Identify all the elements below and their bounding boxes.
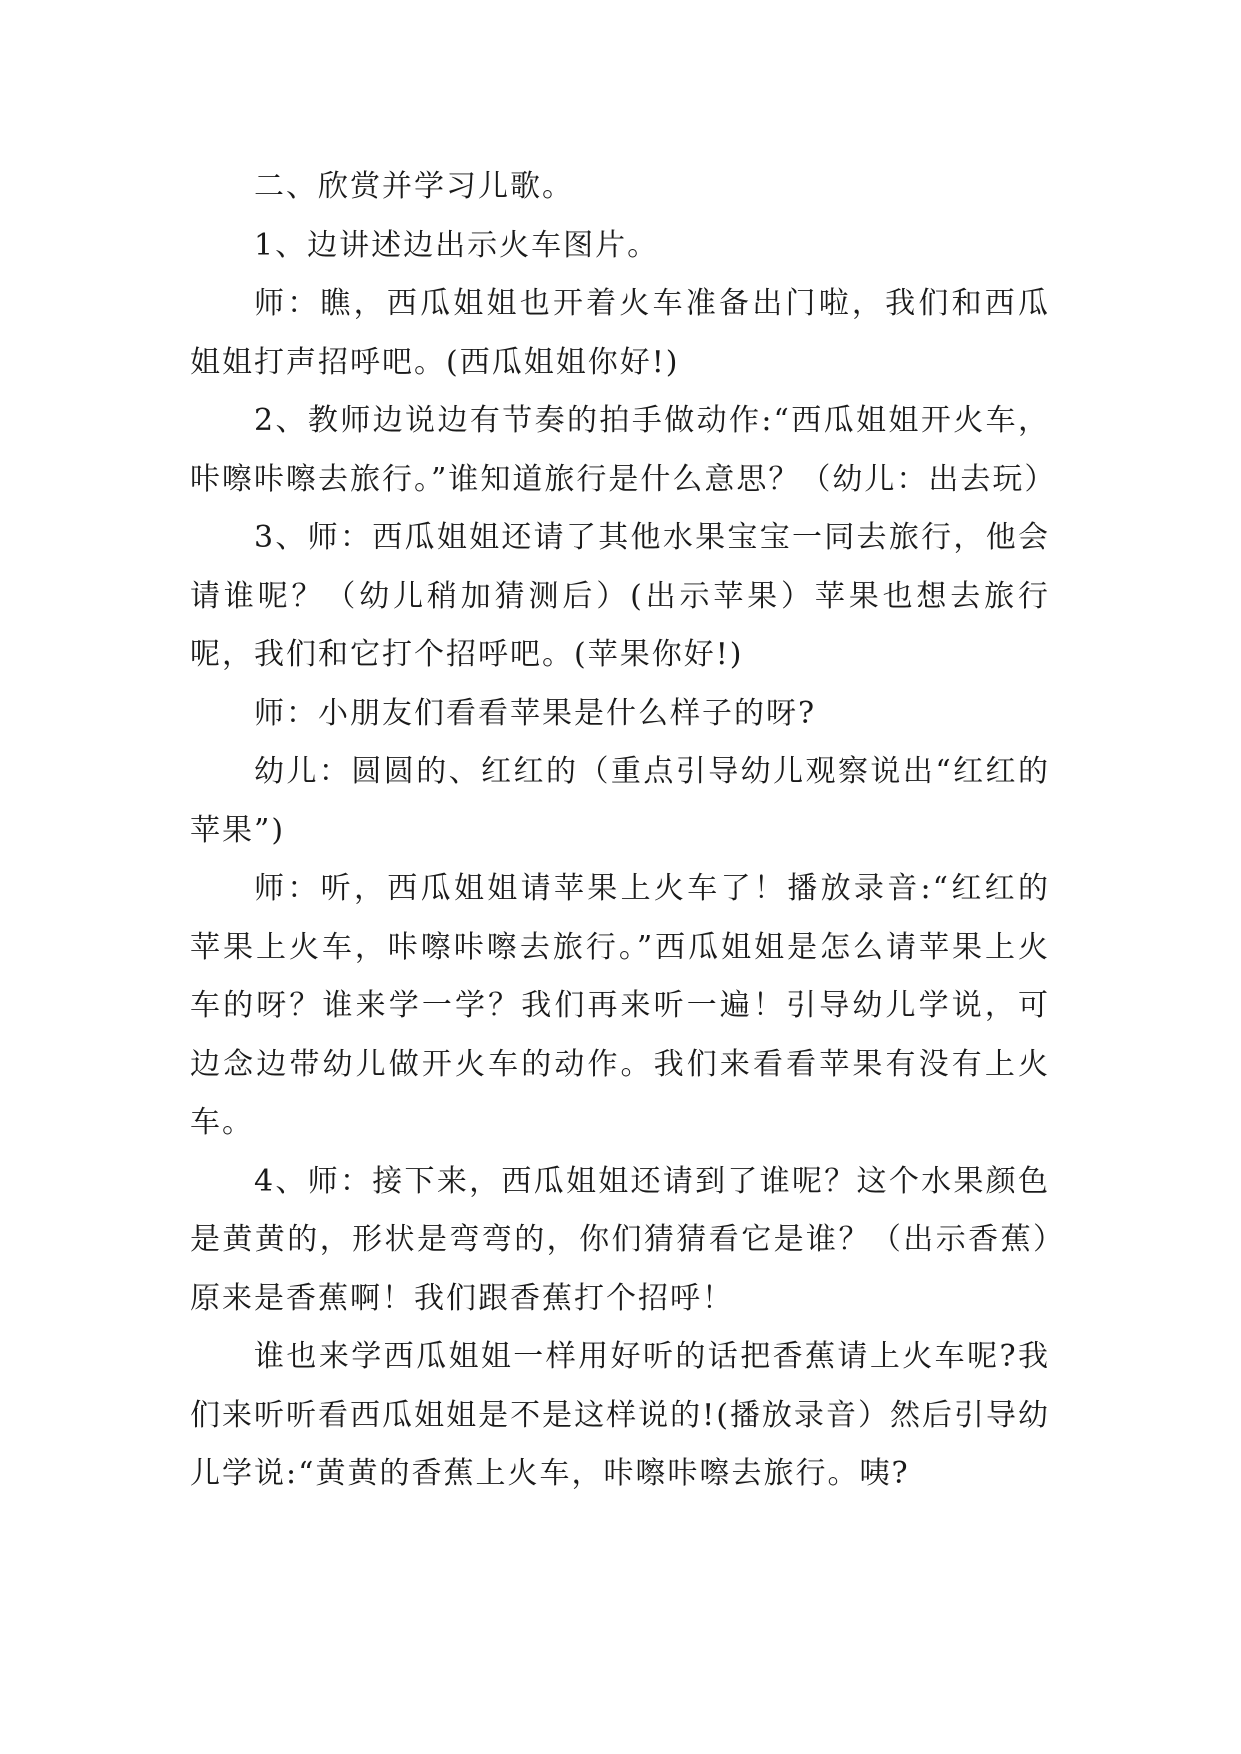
paragraph-step-2: 2、教师边说边有节奏的拍手做动作:“西瓜姐姐开火车，咔嚓咔嚓去旅行。”谁知道旅行是什么意思？（幼儿：出去玩） xyxy=(190,403,1057,497)
paragraph-step-4: 4、师：接下来，西瓜姐姐还请到了谁呢？这个水果颜色是黄黄的，形状是弯弯的，你们猜猜看它是谁？（出示香蕉）原来是香蕉啊！我们跟香蕉打个招呼！ xyxy=(190,1163,1050,1316)
paragraph-apple-train: 师：听，西瓜姐姐请苹果上火车了！播放录音:“红红的苹果上火车，咔嚓咔嚓去旅行。”西瓜姐姐是怎么请苹果上火车的呀？谁来学一学？我们再来听一遍！引导幼儿学说，可边念边带幼儿做开火车的动作。我们来看看苹果有没有上火车。 xyxy=(190,871,1050,1140)
document-body xyxy=(190,158,1057,1504)
paragraph-step-3: 3、师：西瓜姐姐还请了其他水果宝宝一同去旅行，他会请谁呢？（幼儿稍加猜测后）(出示苹果）苹果也想去旅行呢，我们和它打个招呼吧。(苹果你好!) xyxy=(190,520,1050,672)
paragraph-teacher-greeting: 师：瞧，西瓜姐姐也开着火车准备出门啦，我们和西瓜姐姐打声招呼吧。(西瓜姐姐你好!) xyxy=(190,286,1050,380)
paragraph-teacher-question: 师：小朋友们看看苹果是什么样子的呀? xyxy=(254,695,817,731)
paragraph-banana-train: 谁也来学西瓜姐姐一样用好听的话把香蕉请上火车呢?我们来听听看西瓜姐姐是不是这样说的!(播放录音）然后引导幼儿学说:“黄黄的香蕉上火车，咔嚓咔嚓去旅行。咦? xyxy=(190,1339,1050,1491)
paragraph-child-answer: 幼儿：圆圆的、红红的（重点引导幼儿观察说出“红红的苹果”) xyxy=(190,754,1050,848)
paragraph-step-1: 1、边讲述边出示火车图片。 xyxy=(254,227,660,263)
heading-paragraph: 二、欣赏并学习儿歌。 xyxy=(254,169,574,204)
